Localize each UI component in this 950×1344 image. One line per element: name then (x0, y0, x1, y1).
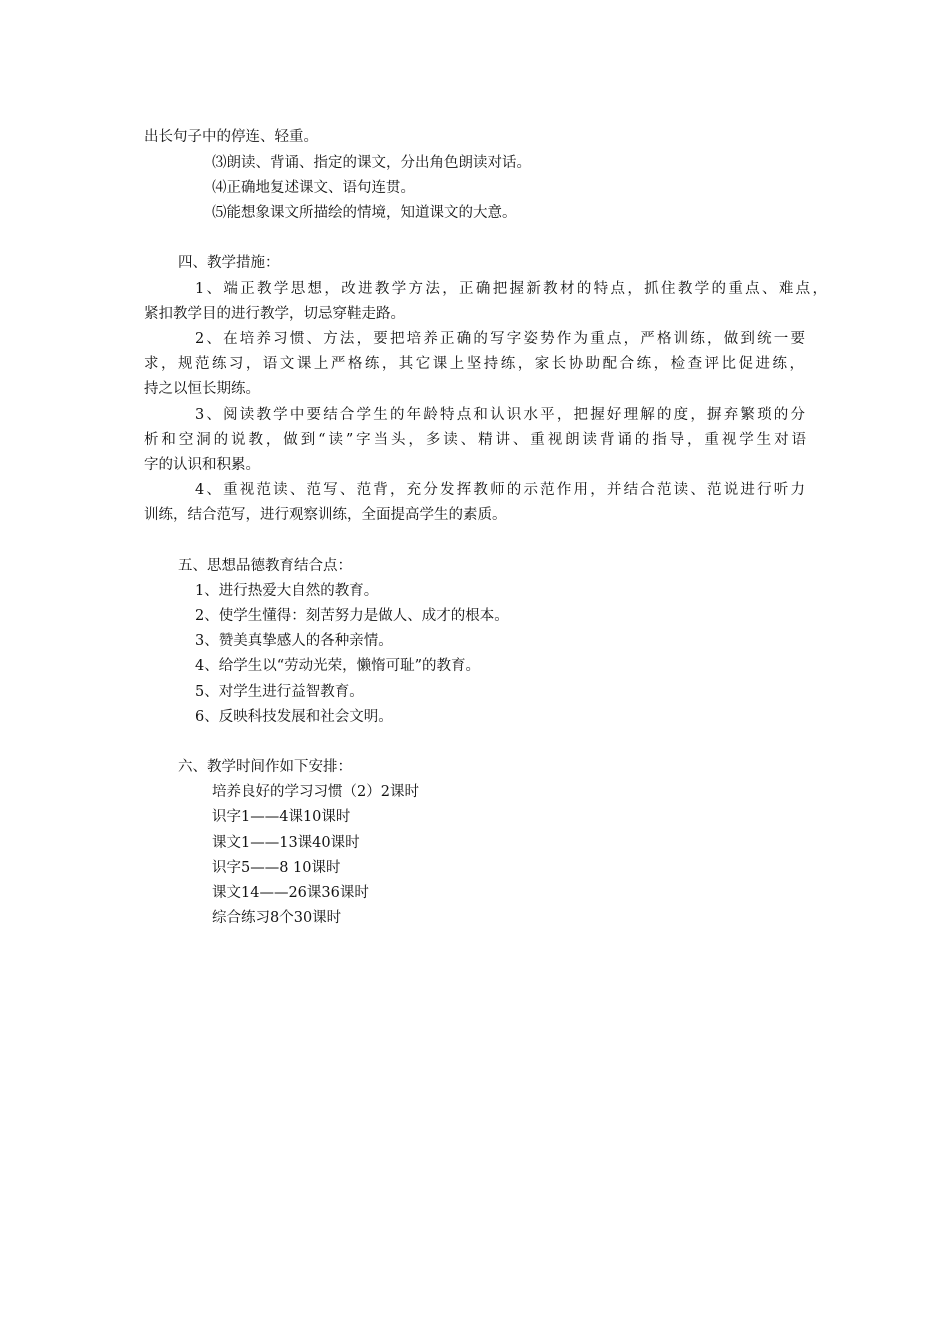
list-item: 1、进行热爱大自然的教育。 (195, 583, 379, 599)
section-heading: 四、教学措施： (178, 255, 280, 271)
list-item: ⑶朗读、背诵、指定的课文，分出角色朗读对话。 (212, 155, 531, 171)
paragraph-line: 求，规范练习，语文课上严格练，其它课上坚持练，家长协助配合练，检查评比促进练， (144, 356, 804, 372)
list-item: ⑸能想象课文所描绘的情境，知道课文的大意。 (212, 205, 517, 221)
paragraph-line: 析和空洞的说教，做到“读”字当头，多读、精讲、重视朗读背诵的指导，重视学生对语 (144, 432, 806, 448)
schedule-item: 课文1——13课40课时 (212, 835, 360, 851)
schedule-item: 课文14——26课36课时 (212, 885, 369, 901)
schedule-item: 识字5——8 10课时 (212, 860, 341, 876)
paragraph-line: 1、端正教学思想，改进教学方法，正确把握新教材的特点，抓住教学的重点、难点， (195, 281, 827, 297)
list-item: 4、给学生以“劳动光荣，懒惰可耻”的教育。 (195, 658, 481, 674)
text-line: 出长句子中的停连、轻重。 (144, 129, 318, 145)
paragraph-line: 字的认识和积累。 (144, 457, 260, 473)
section-heading: 六、教学时间作如下安排： (178, 759, 352, 775)
paragraph-line: 持之以恒长期练。 (144, 381, 260, 397)
list-item: 2、使学生懂得：刻苦努力是做人、成才的根本。 (195, 608, 509, 624)
paragraph-line: 4、重视范读、范写、范背，充分发挥教师的示范作用，并结合范读、范说进行听力 (195, 482, 805, 498)
list-item: 3、赞美真挚感人的各种亲情。 (195, 633, 393, 649)
schedule-item: 培养良好的学习习惯（2）2课时 (212, 784, 419, 800)
paragraph-line: 3、阅读教学中要结合学生的年龄特点和认识水平，把握好理解的度，摒弃繁琐的分 (195, 407, 805, 423)
list-item: ⑷正确地复述课文、语句连贯。 (212, 180, 415, 196)
list-item: 5、对学生进行益智教育。 (195, 684, 364, 700)
paragraph-line: 2、在培养习惯、方法，要把培养正确的写字姿势作为重点，严格训练，做到统一要 (195, 331, 805, 347)
paragraph-line: 训练，结合范写，进行观察训练，全面提高学生的素质。 (144, 507, 507, 523)
list-item: 6、反映科技发展和社会文明。 (195, 709, 393, 725)
section-heading: 五、思想品德教育结合点： (178, 558, 352, 574)
paragraph-line: 紧扣教学目的进行教学，切忌穿鞋走路。 (144, 306, 405, 322)
schedule-item: 识字1——4课10课时 (212, 809, 351, 825)
schedule-item: 综合练习8个30课时 (212, 910, 342, 926)
